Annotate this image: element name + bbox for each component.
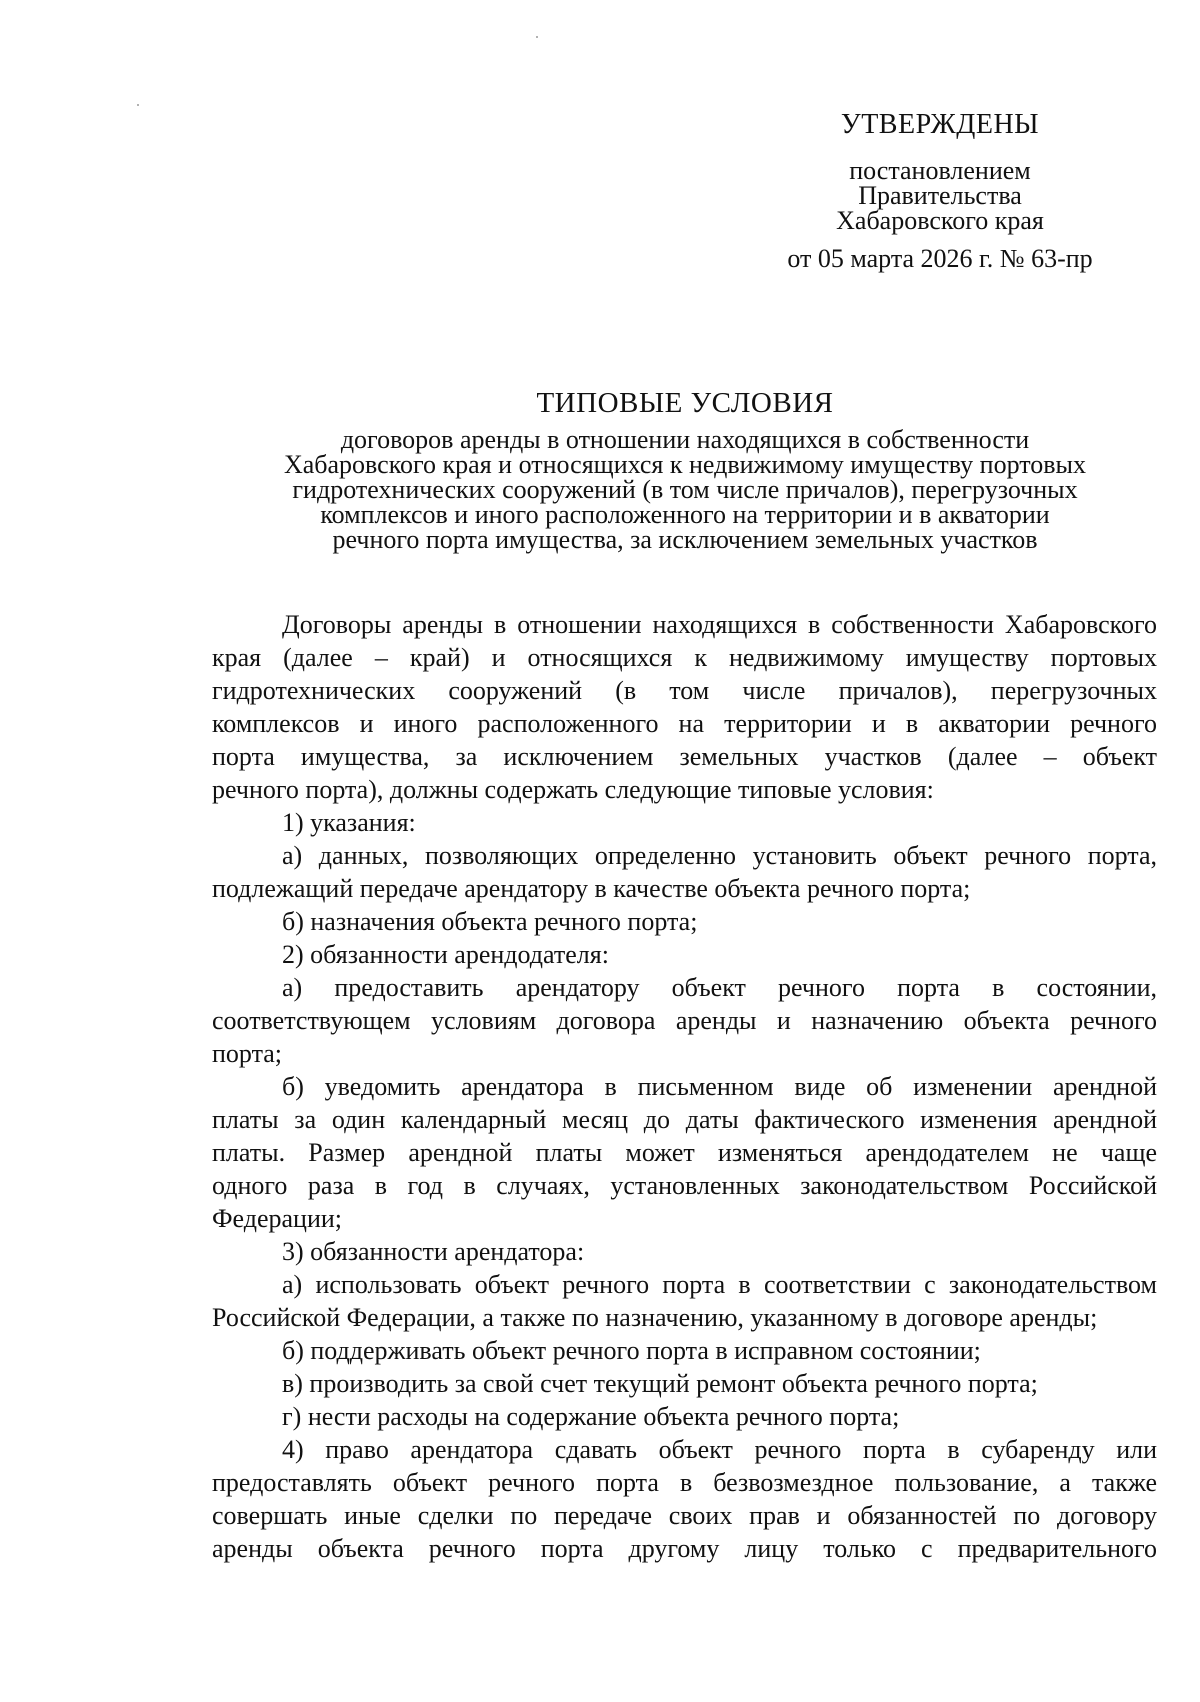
body-paragraph — [212, 971, 1157, 1070]
body-line: а) данных, позволяющих определенно установить объект речного порта, — [282, 841, 1157, 870]
body-line: одного раза в год в случаях, установленных законодательством Российской — [212, 1171, 1157, 1200]
approval-date-number: от 05 марта 2026 г. № 63-пр — [787, 244, 1093, 273]
body-paragraph — [212, 938, 1157, 971]
body-paragraph — [212, 1367, 1157, 1400]
scan-speck — [536, 36, 538, 38]
body-line: 2) обязанности арендодателя: — [282, 940, 609, 969]
body-paragraph — [212, 905, 1157, 938]
body-line: Договоры аренды в отношении находящихся в собственности Хабаровского — [282, 610, 1157, 639]
approved-heading: УТВЕРЖДЕНЫ — [840, 109, 1040, 140]
body-line: соответствующем условиям договора аренды и назначению объекта речного — [212, 1006, 1157, 1035]
body-line: платы. Размер арендной платы может изменяться арендодателем не чаще — [212, 1138, 1157, 1167]
body-paragraph — [212, 1400, 1157, 1433]
document-subtitle-line: речного порта имущества, за исключением земельных участков — [332, 525, 1038, 554]
body-line: аренды объекта речного порта другому лицу только с предварительного — [212, 1534, 1157, 1563]
approval-line-government: Правительства — [858, 181, 1022, 210]
body-paragraph — [212, 608, 1157, 806]
body-paragraph — [212, 1070, 1157, 1235]
body-line: б) назначения объекта речного порта; — [282, 907, 698, 936]
body-line: совершать иные сделки по передаче своих прав и обязанностей по договору — [212, 1501, 1157, 1530]
body-line: б) уведомить арендатора в письменном виде об изменении арендной — [282, 1072, 1157, 1101]
body-line: б) поддерживать объект речного порта в исправном состоянии; — [282, 1336, 981, 1365]
document-title: ТИПОВЫЕ УСЛОВИЯ — [536, 387, 834, 419]
body-paragraph — [212, 839, 1157, 905]
document-subtitle-line: Хабаровского края и относящихся к недвижимому имуществу портовых — [283, 450, 1087, 479]
document-subtitle-line: договоров аренды в отношении находящихся в собственности — [340, 425, 1030, 454]
body-line: предоставлять объект речного порта в безвозмездное пользование, а также — [212, 1468, 1157, 1497]
body-line: Федерации; — [212, 1204, 343, 1233]
body-line: а) использовать объект речного порта в соответствии с законодательством — [282, 1270, 1157, 1299]
body-paragraph — [212, 1433, 1157, 1565]
body-line: а) предоставить арендатору объект речного порта в состоянии, — [282, 973, 1157, 1002]
body-paragraph — [212, 1235, 1157, 1268]
scan-speck — [137, 104, 139, 106]
body-line: комплексов и иного расположенного на территории и в акватории речного — [212, 709, 1157, 738]
approval-line-resolution: постановлением — [849, 156, 1031, 185]
body-paragraph — [212, 1334, 1157, 1367]
body-line: в) производить за свой счет текущий ремонт объекта речного порта; — [282, 1369, 1038, 1398]
document-subtitle-line: гидротехнических сооружений (в том числе причалов), перегрузочных — [292, 475, 1078, 504]
body-line: гидротехнических сооружений (в том числе причалов), перегрузочных — [212, 676, 1157, 705]
body-line: порта имущества, за исключением земельных участков (далее – объект — [212, 742, 1157, 771]
approval-line-region: Хабаровского края — [836, 206, 1044, 235]
body-line: платы за один календарный месяц до даты фактического изменения арендной — [212, 1105, 1157, 1134]
body-line: порта; — [212, 1039, 283, 1068]
body-line: 1) указания: — [282, 808, 416, 837]
body-line: края (далее – край) и относящихся к недвижимому имуществу портовых — [212, 643, 1157, 672]
body-line: речного порта), должны содержать следующие типовые условия: — [212, 775, 934, 804]
document-subtitle-line: комплексов и иного расположенного на территории и в акватории — [320, 500, 1050, 529]
body-line: Российской Федерации, а также по назначению, указанному в договоре аренды; — [212, 1303, 1098, 1332]
body-line: подлежащий передаче арендатору в качестве объекта речного порта; — [212, 874, 971, 903]
body-line: г) нести расходы на содержание объекта речного порта; — [282, 1402, 900, 1431]
body-paragraph — [212, 806, 1157, 839]
body-paragraph — [212, 1268, 1157, 1334]
approval-stamp — [760, 108, 1120, 275]
body-line: 3) обязанности арендатора: — [282, 1237, 585, 1266]
body-line: 4) право арендатора сдавать объект речного порта в субаренду или — [282, 1435, 1157, 1464]
document-body — [212, 608, 1157, 1565]
document-heading — [150, 385, 1200, 552]
